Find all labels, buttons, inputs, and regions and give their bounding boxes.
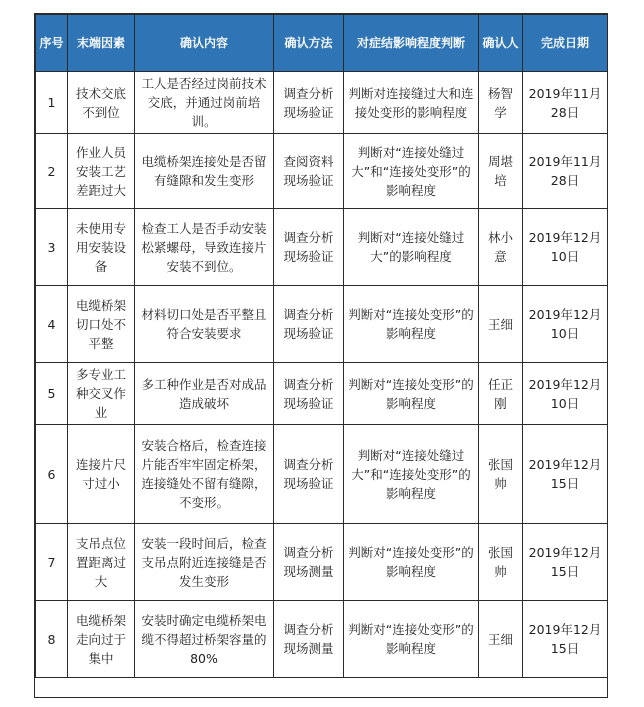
cell-date: 2019年11月28日 [523, 134, 608, 209]
cell-impact: 判断对“连接处变形”的影响程度 [344, 601, 479, 678]
table-row [36, 601, 608, 678]
cell-impact: 判断对“连接处变形”的影响程度 [344, 363, 479, 425]
cell-index: 5 [36, 363, 68, 425]
cell-factor: 电缆桥架走向过于集中 [68, 601, 135, 678]
cell-index: 8 [36, 601, 68, 678]
cell-index: 4 [36, 286, 68, 363]
cell-index: 3 [36, 209, 68, 286]
header-content: 确认内容 [135, 15, 274, 72]
cell-method: 调查分析现场测量 [274, 601, 344, 678]
cell-method: 调查分析现场验证 [274, 286, 344, 363]
cell-index: 7 [36, 524, 68, 601]
cell-method: 调查分析现场验证 [274, 209, 344, 286]
cell-person: 张国帅 [479, 524, 523, 601]
table-row [36, 286, 608, 363]
cell-content: 工人是否经过岗前技术交底，并通过岗前培训。 [135, 72, 274, 134]
cell-factor: 电缆桥架切口处不平整 [68, 286, 135, 363]
cell-impact: 判断对“连接处缝过大”和“连接处变形”的影响程度 [344, 134, 479, 209]
cell-impact: 判断对“连接处变形”的影响程度 [344, 524, 479, 601]
cell-content: 安装时确定电缆桥架电缆不得超过桥架容量的80% [135, 601, 274, 678]
cell-factor: 作业人员安装工艺差距过大 [68, 134, 135, 209]
header-factor: 末端因素 [68, 15, 135, 72]
cell-index: 2 [36, 134, 68, 209]
cell-person: 张国帅 [479, 425, 523, 524]
cell-content: 检查工人是否手动安装松紧螺母，导致连接片安装不到位。 [135, 209, 274, 286]
cell-date: 2019年12月10日 [523, 286, 608, 363]
cell-method: 调查分析现场验证 [274, 425, 344, 524]
cell-date: 2019年11月28日 [523, 72, 608, 134]
cell-factor: 支吊点位置距离过大 [68, 524, 135, 601]
cell-person: 任正刚 [479, 363, 523, 425]
table-row [36, 134, 608, 209]
header-person: 确认人 [479, 15, 523, 72]
table-row [36, 209, 608, 286]
cell-date: 2019年12月15日 [523, 601, 608, 678]
cell-content: 电缆桥架连接处是否留有缝隙和发生变形 [135, 134, 274, 209]
cell-impact: 判断对“连接处缝过大”和“连接处变形”的影响程度 [344, 425, 479, 524]
cell-content: 安装一段时间后，检查支吊点附近连接缝是否发生变形 [135, 524, 274, 601]
factor-confirmation-table [35, 14, 608, 678]
table-row [36, 425, 608, 524]
cell-impact: 判断对连接缝过大和连接处变形的影响程度 [344, 72, 479, 134]
cell-method: 查阅资料现场验证 [274, 134, 344, 209]
cell-person: 王细 [479, 286, 523, 363]
cell-index: 1 [36, 72, 68, 134]
cell-method: 调查分析现场验证 [274, 363, 344, 425]
cell-date: 2019年12月15日 [523, 524, 608, 601]
cell-factor: 技术交底不到位 [68, 72, 135, 134]
cell-date: 2019年12月15日 [523, 425, 608, 524]
cell-content: 材料切口处是否平整且符合安装要求 [135, 286, 274, 363]
table-row [36, 363, 608, 425]
header-index: 序号 [36, 15, 68, 72]
cell-person: 杨智学 [479, 72, 523, 134]
cell-impact: 判断对“连接处缝过大”的影响程度 [344, 209, 479, 286]
header-impact: 对症结影响程度判断 [344, 15, 479, 72]
cell-method: 调查分析现场验证 [274, 72, 344, 134]
cell-content: 多工种作业是否对成品造成破坏 [135, 363, 274, 425]
cell-content: 安装合格后，检查连接片能否牢牢固定桥架，连接缝处不留有缝隙，不变形。 [135, 425, 274, 524]
cell-date: 2019年12月10日 [523, 209, 608, 286]
header-method: 确认方法 [274, 15, 344, 72]
cell-person: 王细 [479, 601, 523, 678]
table-row [36, 72, 608, 134]
cell-date: 2019年12月10日 [523, 363, 608, 425]
cell-method: 调查分析现场测量 [274, 524, 344, 601]
table-row [36, 524, 608, 601]
cell-factor: 多专业工种交叉作业 [68, 363, 135, 425]
cell-factor: 连接片尺寸过小 [68, 425, 135, 524]
cell-person: 周堪培 [479, 134, 523, 209]
cell-factor: 未使用专用安装设备 [68, 209, 135, 286]
table-header-row [36, 15, 608, 72]
cell-impact: 判断对“连接处变形”的影响程度 [344, 286, 479, 363]
header-date: 完成日期 [523, 15, 608, 72]
cell-person: 林小意 [479, 209, 523, 286]
cell-index: 6 [36, 425, 68, 524]
